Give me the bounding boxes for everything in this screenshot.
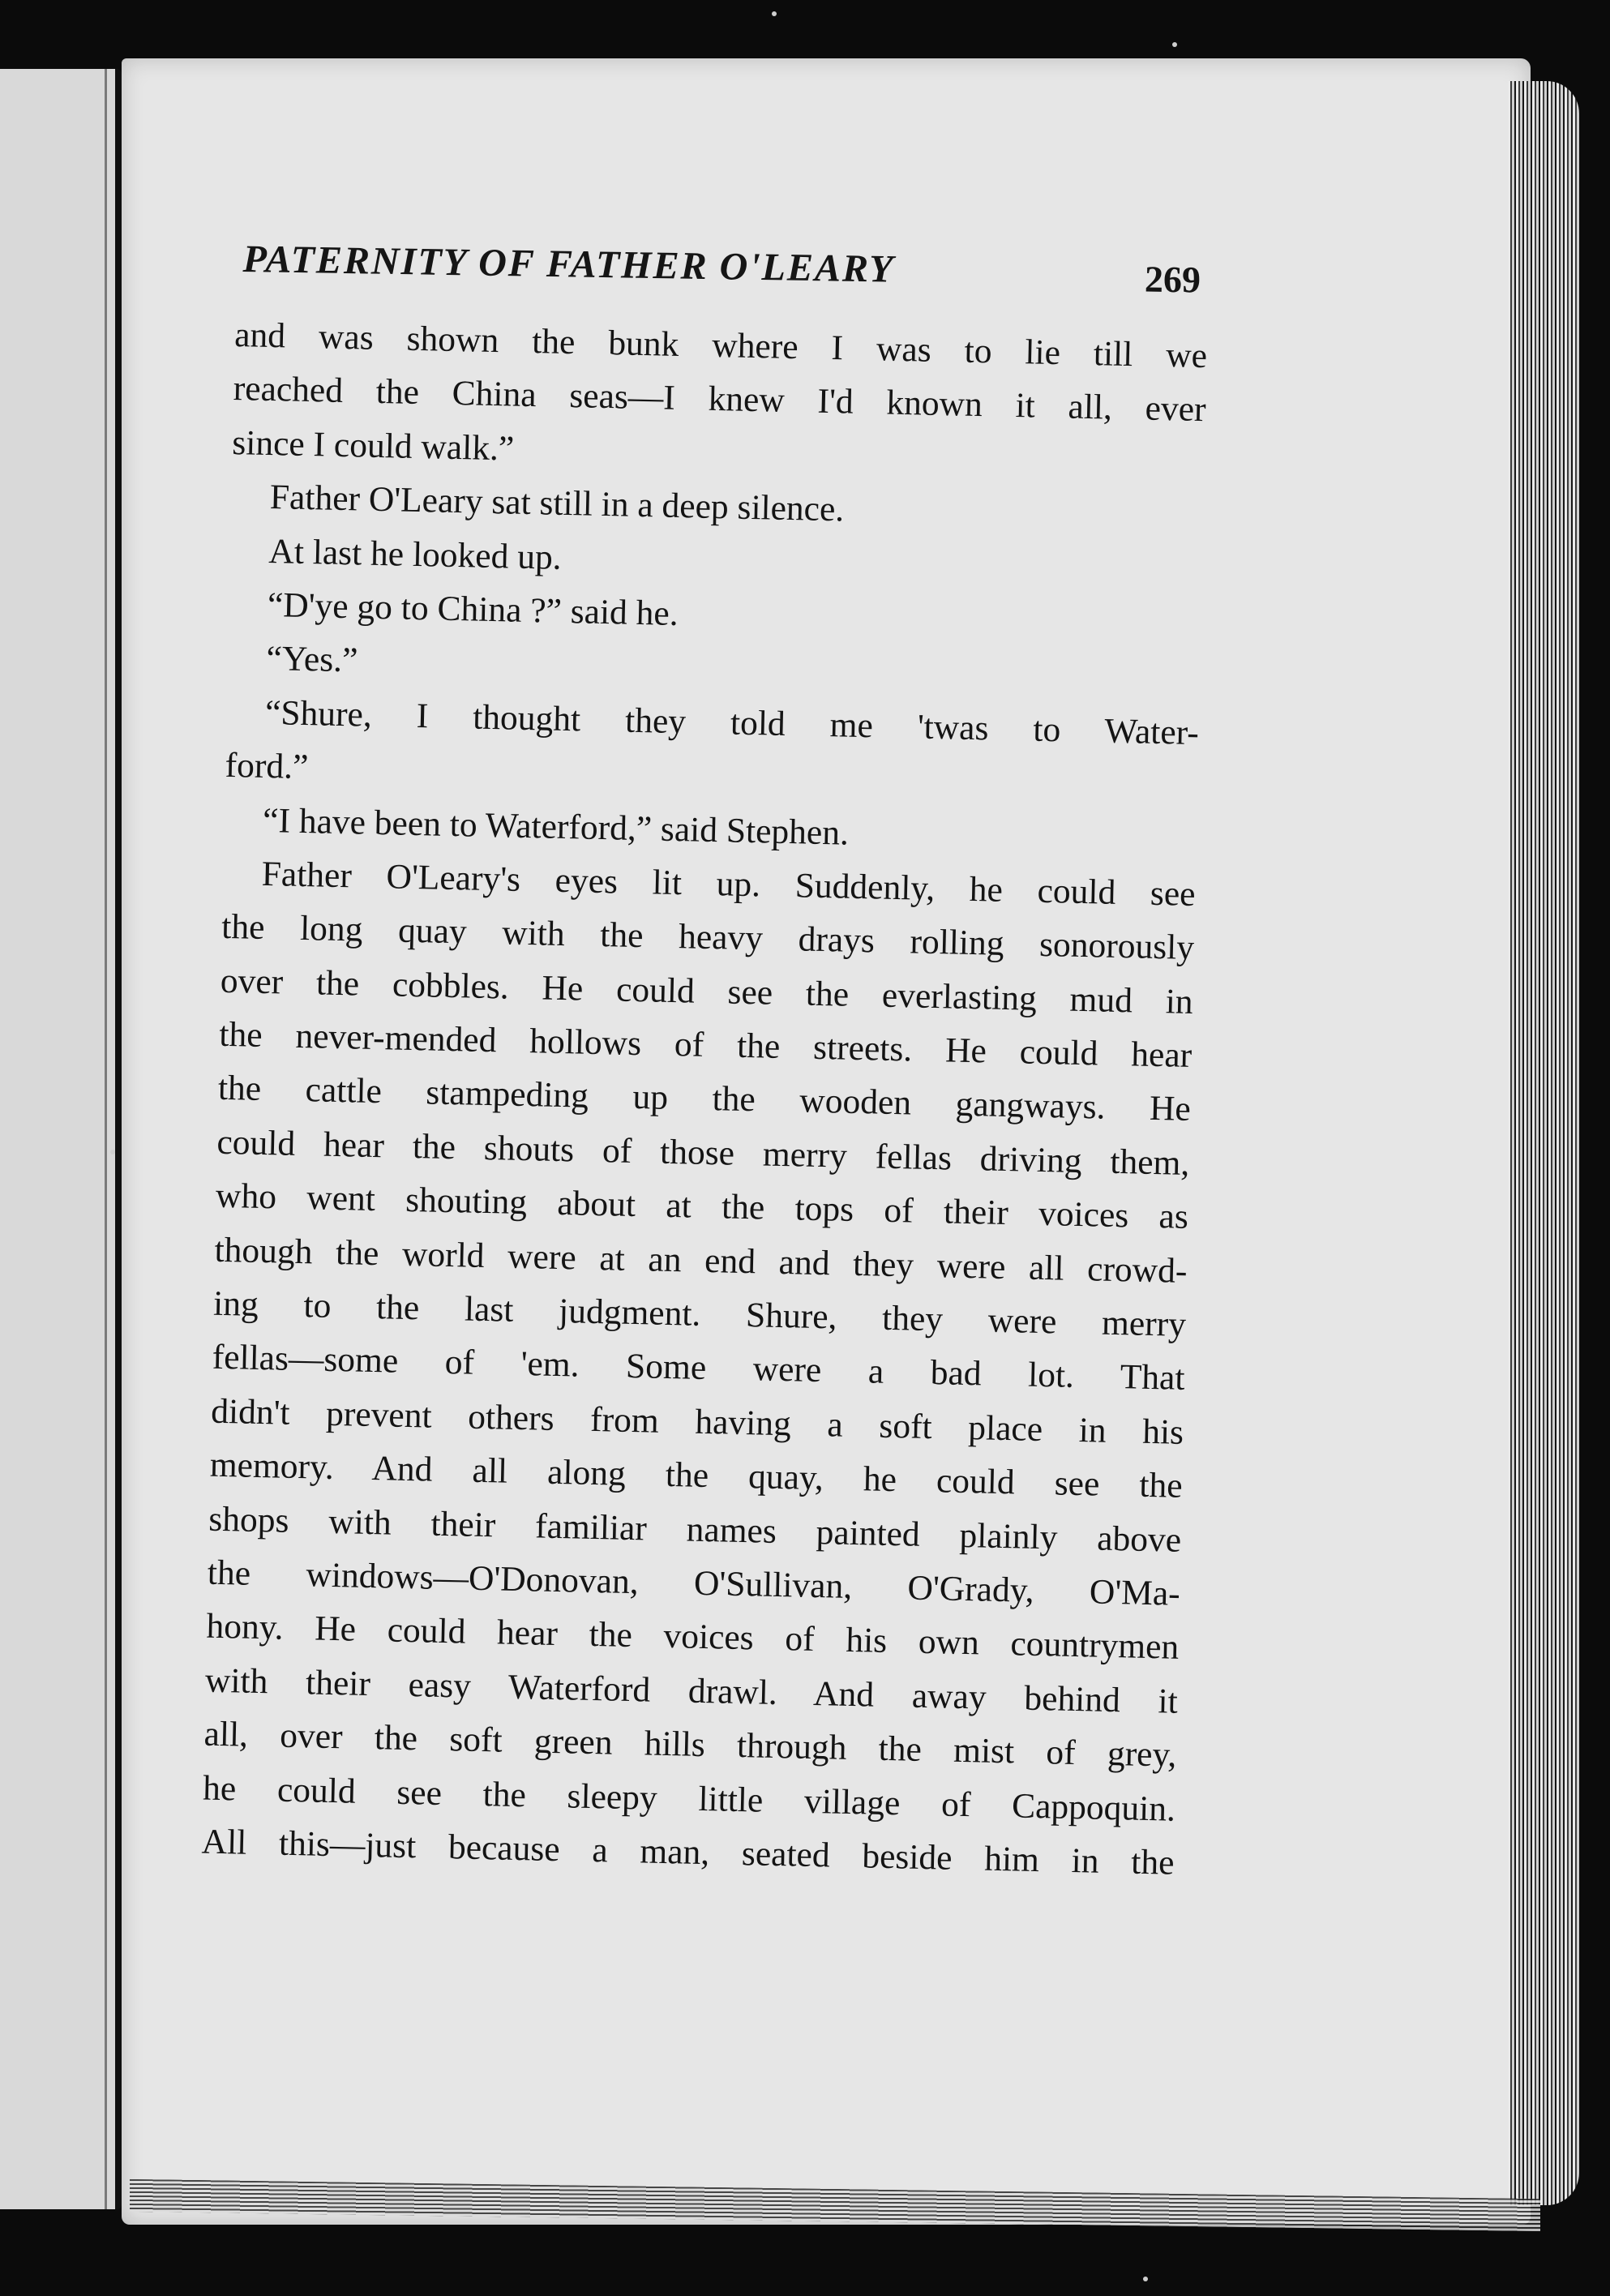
dust-speck [772, 11, 777, 16]
text-line: didn't prevent others from having a soft place in his [210, 1391, 1184, 1452]
text-line: all, over the soft green hills through the mist of grey, [203, 1714, 1177, 1775]
body-text [201, 308, 1208, 1890]
text-line: the never-mended hollows of the streets. He could hear [218, 1014, 1193, 1076]
text-line: ing to the last judgment. Shure, they were merry [212, 1283, 1187, 1344]
text-line: the long quay with the heavy drays rolling sonorously [221, 907, 1195, 968]
text-line: since I could walk.” [231, 422, 515, 469]
text-line: he could see the sleepy little village of Cappoquin. [202, 1768, 1176, 1829]
text-line: the cattle stampeding up the wooden gangways. He [217, 1069, 1192, 1129]
dust-speck [1143, 2277, 1148, 2281]
running-head: PATERNITY OF FATHER O'LEARY [242, 237, 895, 291]
page-fore-edge [1508, 81, 1579, 2205]
text-line: At last he looked up. [268, 531, 563, 577]
text-line: ford.” [225, 745, 309, 787]
text-line: Father O'Leary sat still in a deep silence. [269, 478, 845, 529]
dust-speck [110, 1150, 115, 1154]
text-line: though the world were at an end and they were all crowd- [214, 1230, 1188, 1291]
text-line: “Yes.” [266, 639, 358, 680]
text-line: Father O'Leary's eyes lit up. Suddenly, he could see [261, 854, 1197, 914]
text-line: could hear the shouts of those merry fellas driving them, [216, 1122, 1190, 1183]
text-line: “D'ye go to China ?” said he. [267, 585, 679, 633]
text-line: fellas—some of 'em. Some were a bad lot. That [212, 1338, 1186, 1399]
text-line: All this—just because a man, seated beside him in the [201, 1822, 1175, 1883]
page-number: 269 [1144, 258, 1201, 301]
text-line: who went shouting about at the tops of their voices as [215, 1176, 1189, 1237]
text-line: shops with their familiar names painted plainly above [208, 1499, 1182, 1560]
dust-speck [1172, 42, 1177, 47]
text-line: over the cobbles. He could see the everlasting mud in [220, 961, 1194, 1022]
text-line: and was shown the bunk where I was to lie till we [233, 315, 1208, 376]
text-line: reached the China seas—I knew I'd known it all, ever [233, 369, 1207, 430]
text-line: memory. And all along the quay, he could see the [209, 1445, 1184, 1506]
facing-page-edge [0, 69, 122, 2209]
text-line: with their easy Waterford drawl. And away behind it [204, 1660, 1179, 1721]
text-line: “Shure, I thought they told me 'twas to Water- [264, 692, 1200, 752]
text-line: hony. He could hear the voices of his own countrymen [205, 1606, 1180, 1668]
text-line: the windows—O'Donovan, O'Sullivan, O'Grady, O'Ma- [207, 1553, 1181, 1613]
text-line: “I have been to Waterford,” said Stephen. [262, 800, 850, 853]
